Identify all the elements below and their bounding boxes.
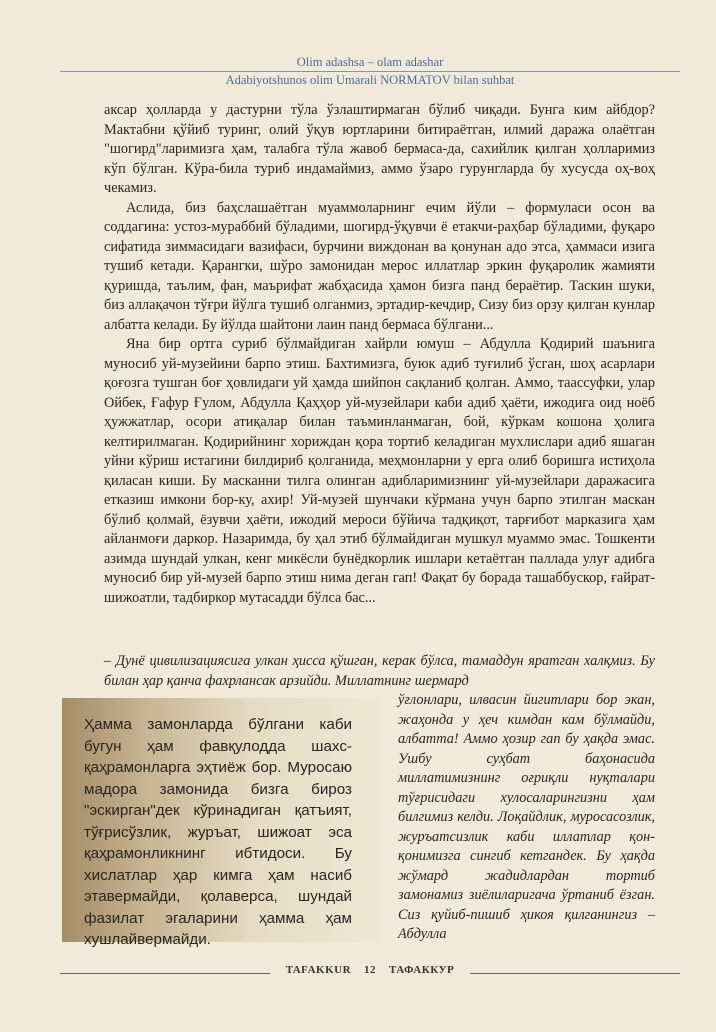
interview-question-intro: – Дунё цивилизациясига улкан ҳисса қўшган, керак бўлса, тамаддун яратган халқмиз. Бу билан ҳар қанча фахрлансак арзийди. Миллатнинг шермард <box>104 653 655 689</box>
footer-right-label: ТАФАККУР <box>389 964 455 976</box>
footer-left-label: TAFAKKUR <box>285 964 352 976</box>
header-rule <box>60 71 680 72</box>
article-body <box>104 101 655 608</box>
header-title: Olim adashsa – olam adashar <box>296 55 444 69</box>
pull-quote-text: Ҳамма замонларда бўлгани каби бугун ҳам фавқулодда шахс-қаҳрамонларга эҳтиёж бор. Муросаю мадора замонида бизга бироз "эскирган"дек кўринадиган қатъият, тўғрисўзлик, журъат, шижоат эса қаҳрамонликнинг ибтидоси. Бу хислатлар ҳар кимга ҳам насиб этавермайди, қолаверса, шундай фазилат эгаларини ҳамма ҳам хушлайвермайди. <box>84 716 352 948</box>
footer-label <box>60 964 680 976</box>
page-footer <box>60 964 680 984</box>
paragraph-3: Яна бир ортга суриб бўлмайдиган хайрли юмуш – Абдулла Қодирий шаънига муносиб уй-музейини барпо этиш. Бахтимизга, буюк адиб туғилиб ўсган, шоҳ асарлари қоғозга тушган боғ ҳовлидаги уй ҳамда шийпон сақланиб қолган. Аммо, таассуфки, улар Ойбек, Ғафур Ғулом, Абдулла Қаҳҳор уй-музейлари каби адиб ҳаёти, ижодига оид ноёб ҳужжатлар, осори атиқалар билан таъминланмаган, бой, кўркам кошона ҳолига келтирилмаган. Қодирийнинг хориждан қора тортиб келадиган мухлислари адиб яшаган уйни кўриш истагини билдириб қолганида, меҳмонларни у ерга олиб боришга истиҳола қиласан киши. Бу масканни тилга олинган адибларимизнинг уй-музейлари даражасига етказиш имкони бор-ку, ахир! Уй-музей шунчаки кўрмана учун барпо этилган маскан бўлиб қолмай, ёзувчи ҳаёти, ижодий мероси бўйича тадқиқот, тарғибот марказига ҳам айланмоғи даркор. Назаримда, бу ҳал этиб бўлмайдиган мушкул муаммо эмас. Тошкенти азимда шундай улкан, кенг микёсли бунёдкорлик ишлари кетаётган паллада улуғ адибга муносиб бир уй-музей барпо этиш нима деган гап! Фақат бу борада ташаббускор, ғайрат-шижоатли, тадбиркор мутасадди бўлса бас... <box>104 336 655 606</box>
page-number: 12 <box>364 964 377 976</box>
page-header <box>60 55 680 88</box>
pull-quote-box <box>62 698 382 948</box>
header-subtitle: Adabiyotshunos olim Umarali NORMATOV bilan suhbat <box>225 73 515 87</box>
paragraph-2: Аслида, биз баҳслашаётган муаммоларнинг ечим йўли – формуласи осон ва соддагина: устоз-мураббий бўладими, шогирд-ўқувчи ё етакчи-раҳбар бўладими, фуқаро сифатида зиммасидаги вазифаси, бурчини виждонан ва қонунан адо этса, ҳаммаси изига тушиб кетади. Қарангки, шўро замонидан мерос иллатлар эркин фуқаролик жамияти қуришда, таълим, фан, маърифат жабҳасида ҳамон бизга панд бераётир. Таскин шуки, биз аллақачон тўғри йўлга тушиб олганмиз, эртадир-кечдир, Сизу биз орзу қилган кунлар албатта келади. Бу йўлда шайтони лаин панд бермаса бўлгани... <box>104 199 655 333</box>
paragraph-1: аксар ҳолларда у дастурни тўла ўзлаштирмаган бўлиб чиқади. Бунга ким айбдор? Мактабни қўйиб туринг, олий ўқув юртларини битираётган, илмий даража олаётган "шогирд"ларимизга ҳам, талабга тўла жавоб бермаса-да, сахийлик қилган ҳолларимиз кўп бўлган. Кўра-била туриб индамаймиз, аммо ўзаро гурунгларда бу хусусда оҳ-воҳ чекамиз. <box>104 102 655 196</box>
interview-question-column: ўғлонлари, илвасин йигитлари бор экан, жаҳонда у ҳеч кимдан кам бўлмайди, албатта! Аммо ҳозир гап бу ҳақда эмас. Ушбу суҳбат баҳонасида миллатимизнинг оғриқли нуқталари тўғрисидаги хулосаларингизни ҳам билгимиз келди. Лоқайдлик, муросасозлик, журъатсизлик каби иллатлар қон-қонимизга сингиб кетгандек. Бу ҳақда жўмард жадидлардан тортиб замонамиз зиёлиларигача ўртаниб ёзган. Сиз қуйиб-пишиб ҳикоя қилганингиз – Абдулла <box>398 692 655 942</box>
